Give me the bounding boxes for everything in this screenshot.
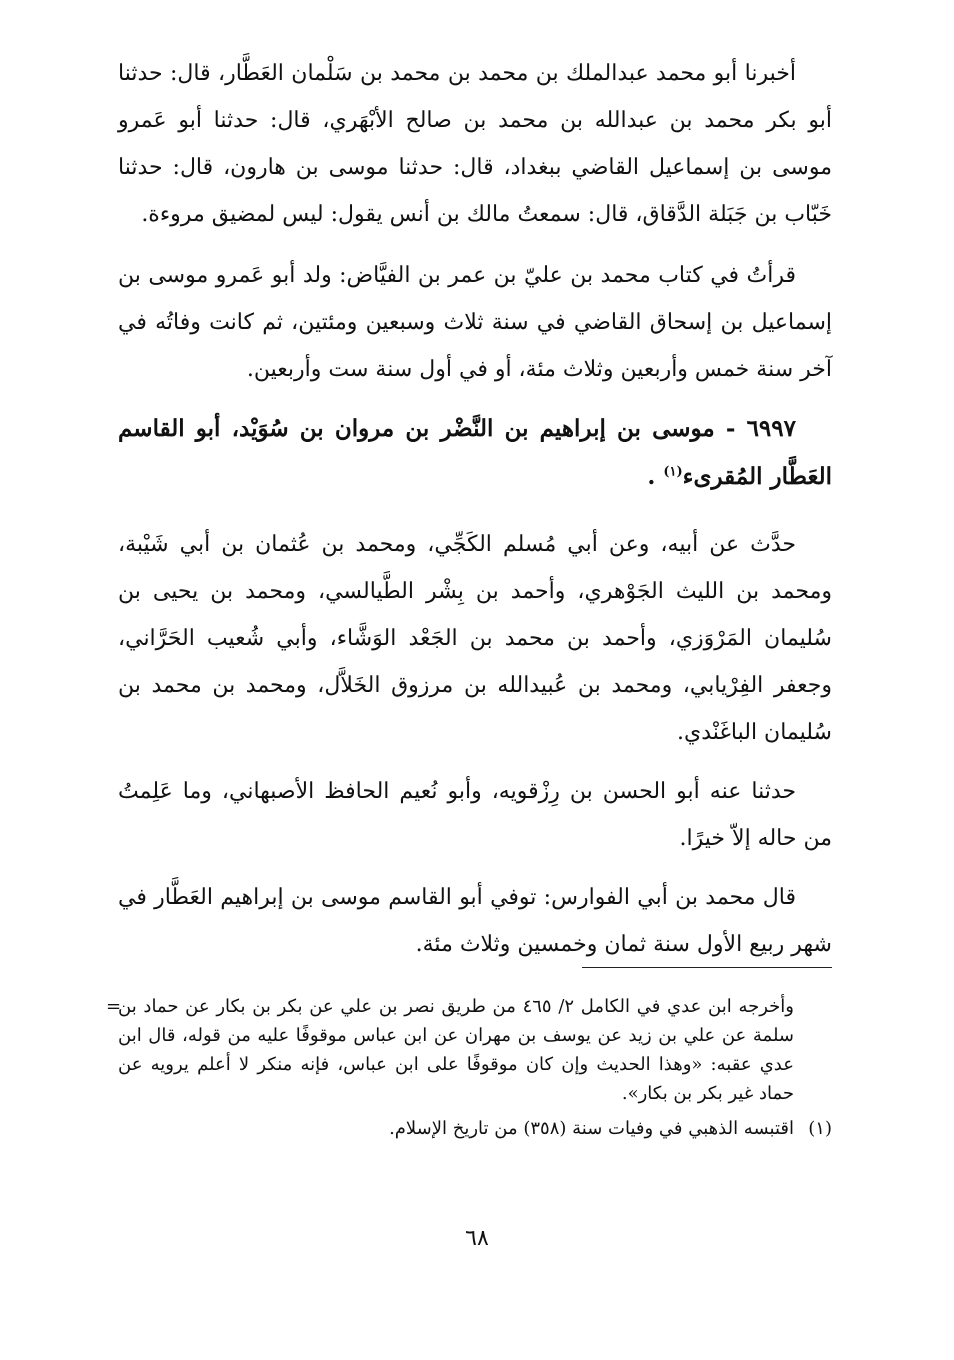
page-number: ٦٨ [465, 1226, 489, 1251]
paragraph-teachers: حدَّث عن أبيه، وعن أبي مُسلم الكَجِّي، ومحمد بن عُثمان بن أبي شَيْبة، ومحمد بن الليث الجَوْهري، وأحمد بن بِشْر الطَّيالسي، ومحمد بن يحيى بن سُليمان المَرْوَزي، وأحمد بن محمد بن الجَعْد الوَشَّاء، وأبي شُعيب الحَرَّاني، وجعفر الفِرْيابي، ومحمد بن عُبيدالله بن مرزوق الخَلاَّل، ومحمد بن محمد بن سُليمان الباغَنْدي. [118, 532, 832, 745]
paragraph-students: حدثنا عنه أبو الحسن بن رِزْقويه، وأبو نُعيم الحافظ الأصبهاني، وما عَلِمتُ من حاله إلاّ خيرًا. [118, 779, 832, 851]
entry-heading-text: ٦٩٩٧ - موسى بن إبراهيم بن النَّضْر بن مروان بن سُوَيْد، أبو القاسم العَطَّار المُقرىء [118, 415, 832, 490]
entry-heading [118, 405, 832, 501]
paragraph-death: قال محمد بن أبي الفوارس: توفي أبو القاسم موسى بن إبراهيم العَطَّار في شهر ربيع الأول سنة ثمان وخمسين وثلاث مئة. [118, 885, 832, 957]
paragraph-isnad: أخبرنا أبو محمد عبدالملك بن محمد بن محمد بن سَلْمان العَطَّار، قال: حدثنا أبو بكر محمد بن عبدالله بن محمد بن صالح الأبْهَري، قال: حدثنا أبو عَمرو موسى بن إسماعيل القاضي ببغداد، قال: حدثنا موسى بن هارون، قال: حدثنا خَبّاب بن جَبَلة الدَّقاق، قال: سمعتُ مالك بن أنس يقول: ليس لمضيق مروءة. [118, 61, 832, 227]
footnotes [106, 992, 832, 1143]
footnote-1-number: (١) [808, 1118, 832, 1139]
footnote-continuation [106, 992, 832, 1108]
footnote-1-text: اقتبسه الذهبي في وفيات سنة (٣٥٨) من تاريخ الإسلام. [389, 1118, 794, 1139]
continuation-mark: = [106, 996, 122, 1017]
footnote-reference: (١) [663, 464, 683, 480]
footnote-continuation-text: وأخرجه ابن عدي في الكامل ٢/ ٤٦٥ من طريق نصر بن علي عن بكر بن بكار عن حماد بن سلمة عن علي بن زيد عن يوسف بن مهران عن ابن عباس موقوفًا عليه من قوله، قال ابن عدي عقبه: «وهذا الحديث وإن كان موقوفًا على ابن عباس، فإنه منكر لا أعلم يرويه عن حماد غير بكر بن بكار». [118, 996, 794, 1104]
paragraph-birth-death: قرأتُ في كتاب محمد بن عليّ بن عمر بن الفيَّاض: ولد أبو عَمرو موسى بن إسماعيل بن إسحاق القاضي في سنة ثلاث وسبعين ومئتين، ثم كانت وفاتُه في آخر سنة خمس وأربعين وثلاث مئة، أو في أول سنة ست وأربعين. [118, 263, 832, 382]
footnote-1 [118, 1114, 832, 1143]
main-text [118, 50, 832, 968]
entry-heading-end: . [647, 463, 664, 490]
footnote-separator [582, 967, 832, 968]
